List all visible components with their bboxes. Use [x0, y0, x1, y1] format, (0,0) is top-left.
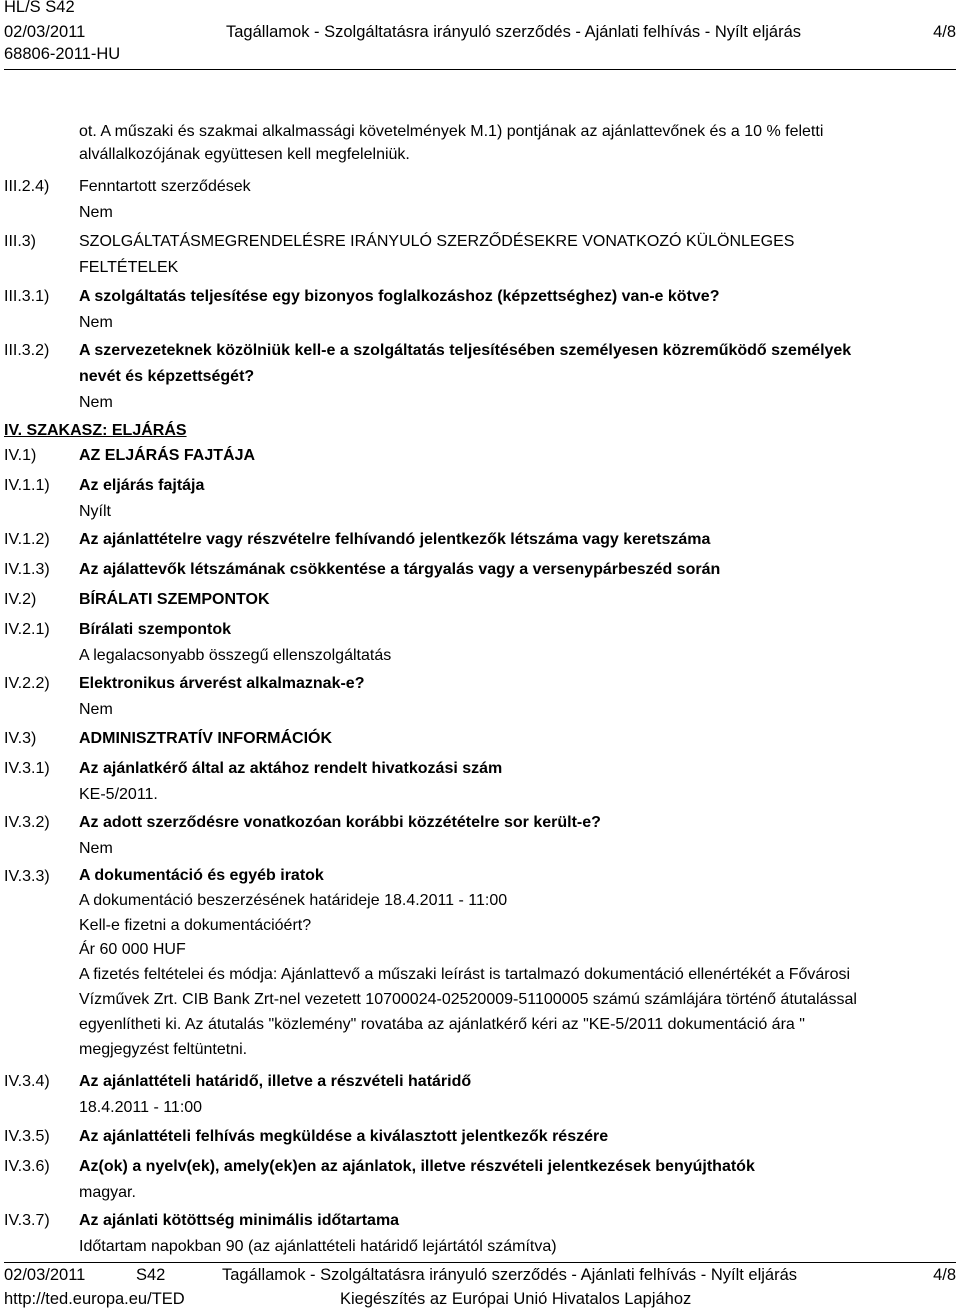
item-iv-3-1 [79, 756, 959, 808]
item-iv-3-7-value: Időtartam napokban 90 (az ajánlattételi határidő lejártától számítva) [79, 1238, 557, 1255]
item-iv-3-3-line-7: megjegyzést feltüntetni. [79, 1040, 248, 1058]
item-iv-3-7 [79, 1208, 959, 1260]
item-iii-3-line-2: FELTÉTELEK [79, 259, 179, 276]
intro-text [79, 119, 959, 168]
item-iv-1-1 [79, 473, 959, 525]
item-iii-3-2-value: Nem [79, 394, 113, 411]
num-iv-3-3: IV.3.3) [4, 868, 50, 885]
item-iv-3-3-line-3: Ár 60 000 HUF [79, 941, 186, 959]
item-iv-3-6-value: magyar. [79, 1184, 136, 1201]
num-iv-3: IV.3) [4, 730, 37, 747]
num-iv-3-7: IV.3.7) [4, 1212, 50, 1229]
item-iii-3 [79, 229, 959, 281]
num-iv-1: IV.1) [4, 447, 37, 464]
item-iii-2-4-title: Fenntartott szerződések [79, 178, 251, 195]
item-iv-3-6-title: Az(ok) a nyelv(ek), amely(ek)en az ajánlatok, illetve részvételi jelentkezések benyújthatók [79, 1158, 755, 1175]
item-iv-2-title: BÍRÁLATI SZEMPONTOK [79, 591, 270, 608]
footer-code: S42 [136, 1266, 166, 1284]
num-iii-2-4: III.2.4) [4, 178, 50, 195]
item-iv-3-4-value: 18.4.2011 - 11:00 [79, 1099, 203, 1116]
item-iv-3-5-title: Az ajánlattételi felhívás megküldése a kiválasztott jelentkezők részére [79, 1128, 609, 1145]
item-iii-3-2 [79, 338, 959, 416]
num-iv-1-3: IV.1.3) [4, 561, 50, 578]
item-iii-2-4-value: Nem [79, 204, 113, 221]
footer-url[interactable]: http://ted.europa.eu/TED [4, 1290, 185, 1308]
item-iii-2-4 [79, 174, 959, 226]
footer-page: 4/8 [933, 1266, 956, 1284]
item-iii-3-1-title: A szolgáltatás teljesítése egy bizonyos foglalkozáshoz (képzettséghez) van-e kötve? [79, 288, 720, 305]
item-iv-3-4 [79, 1069, 959, 1121]
num-iv-3-4: IV.3.4) [4, 1073, 50, 1090]
num-iv-1-1: IV.1.1) [4, 477, 50, 494]
item-iv-3-6 [79, 1154, 959, 1206]
header-code: HL/S S42 [4, 0, 75, 16]
item-iv-3-2-value: Nem [79, 840, 113, 857]
num-iv-2: IV.2) [4, 591, 37, 608]
item-iv-3-3-line-6: egyenlítheti ki. Az átutalás "közlemény" rovatába az ajánlatkérő kéri az "KE-5/2011 dokumentáció ára " [79, 1015, 805, 1033]
header-page: 4/8 [933, 23, 956, 41]
num-iii-3: III.3) [4, 233, 37, 250]
item-iv-2-2-title: Elektronikus árverést alkalmaznak-e? [79, 675, 365, 692]
item-iv-1-3-title: Az ajálattevők létszámának csökkentése a tárgyalás vagy a versenypárbeszéd során [79, 561, 721, 578]
item-iv-3-title: ADMINISZTRATÍV INFORMÁCIÓK [79, 730, 333, 747]
num-iv-3-2: IV.3.2) [4, 814, 50, 831]
item-iv-2-1-title: Bírálati szempontok [79, 621, 232, 638]
section-iv-title: IV. SZAKASZ: ELJÁRÁS [4, 422, 187, 439]
item-iv-3-3 [79, 864, 959, 1062]
item-iv-3-2-title: Az adott szerződésre vonatkozóan korábbi közzétételre sor került-e? [79, 814, 601, 831]
footer-title: Tagállamok - Szolgáltatásra irányuló szerződés - Ajánlati felhívás - Nyílt eljárás [222, 1266, 798, 1284]
footer-date: 02/03/2011 [4, 1266, 86, 1284]
num-iv-3-5: IV.3.5) [4, 1128, 50, 1145]
num-iii-3-1: III.3.1) [4, 288, 50, 305]
item-iv-3-7-title: Az ajánlati kötöttség minimális időtartama [79, 1212, 400, 1229]
header-date: 02/03/2011 [4, 23, 86, 41]
header-title: Tagállamok - Szolgáltatásra irányuló szerződés - Ajánlati felhívás - Nyílt eljárás [226, 23, 802, 41]
item-iv-3-3-title: A dokumentáció és egyéb iratok [79, 867, 324, 884]
footer-rule [4, 1262, 956, 1263]
header-rule [4, 69, 956, 70]
item-iii-3-2-line-1: A szervezeteknek közölniük kell-e a szolgáltatás teljesítésében személyesen közreműködő személyek [79, 342, 852, 359]
item-iv-2-2-value: Nem [79, 701, 113, 718]
num-iv-3-1: IV.3.1) [4, 760, 50, 777]
item-iv-1-1-title: Az eljárás fajtája [79, 477, 205, 494]
item-iv-2-1 [79, 617, 959, 669]
intro-line-1: ot. A műszaki és szakmai alkalmassági követelmények M.1) pontjának az ajánlattevőnek és a 10 % feletti [79, 123, 824, 140]
item-iv-3-1-title: Az ajánlatkérő által az aktához rendelt hivatkozási szám [79, 760, 503, 777]
header-ref: 68806-2011-HU [4, 45, 121, 63]
item-iv-3-3-line-5: Vízművek Zrt. CIB Bank Zrt-nel vezetett 10700024-02520009-51100005 számú számlájára történő átutalással [79, 990, 857, 1008]
item-iii-3-1 [79, 284, 959, 336]
item-iv-1-title: AZ ELJÁRÁS FAJTÁJA [79, 447, 256, 464]
num-iv-2-1: IV.2.1) [4, 621, 50, 638]
num-iv-1-2: IV.1.2) [4, 531, 50, 548]
intro-line-2: alvállalkozójának együttesen kell megfelelniük. [79, 146, 410, 163]
item-iv-3-3-line-1: A dokumentáció beszerzésének határideje 18.4.2011 - 11:00 [79, 891, 508, 909]
footer-subtitle: Kiegészítés az Európai Unió Hivatalos Lapjához [340, 1290, 692, 1308]
item-iii-3-1-value: Nem [79, 314, 113, 331]
item-iv-3-2 [79, 810, 959, 862]
item-iii-3-2-line-2: nevét és képzettségét? [79, 368, 255, 385]
item-iv-3-1-value: KE-5/2011. [79, 786, 158, 803]
item-iv-1-1-value: Nyílt [79, 503, 111, 520]
item-iv-3-3-line-2: Kell-e fizetni a dokumentációért? [79, 916, 312, 934]
item-iv-2-1-value: A legalacsonyabb összegű ellenszolgáltatás [79, 647, 392, 664]
item-iii-3-line-1: SZOLGÁLTATÁSMEGRENDELÉSRE IRÁNYULÓ SZERZŐDÉSEKRE VONATKOZÓ KÜLÖNLEGES [79, 233, 795, 250]
num-iii-3-2: III.3.2) [4, 342, 50, 359]
item-iv-2-2 [79, 671, 959, 723]
num-iv-3-6: IV.3.6) [4, 1158, 50, 1175]
item-iv-3-3-line-4: A fizetés feltételei és módja: Ajánlattevő a műszaki leírást is tartalmazó dokumentáció ellenértékét a Fővárosi [79, 966, 851, 984]
item-iv-3-4-title: Az ajánlattételi határidő, illetve a részvételi határidő [79, 1073, 472, 1090]
num-iv-2-2: IV.2.2) [4, 675, 50, 692]
item-iv-1-2-title: Az ajánlattételre vagy részvételre felhívandó jelentkezők létszáma vagy keretszáma [79, 531, 711, 548]
